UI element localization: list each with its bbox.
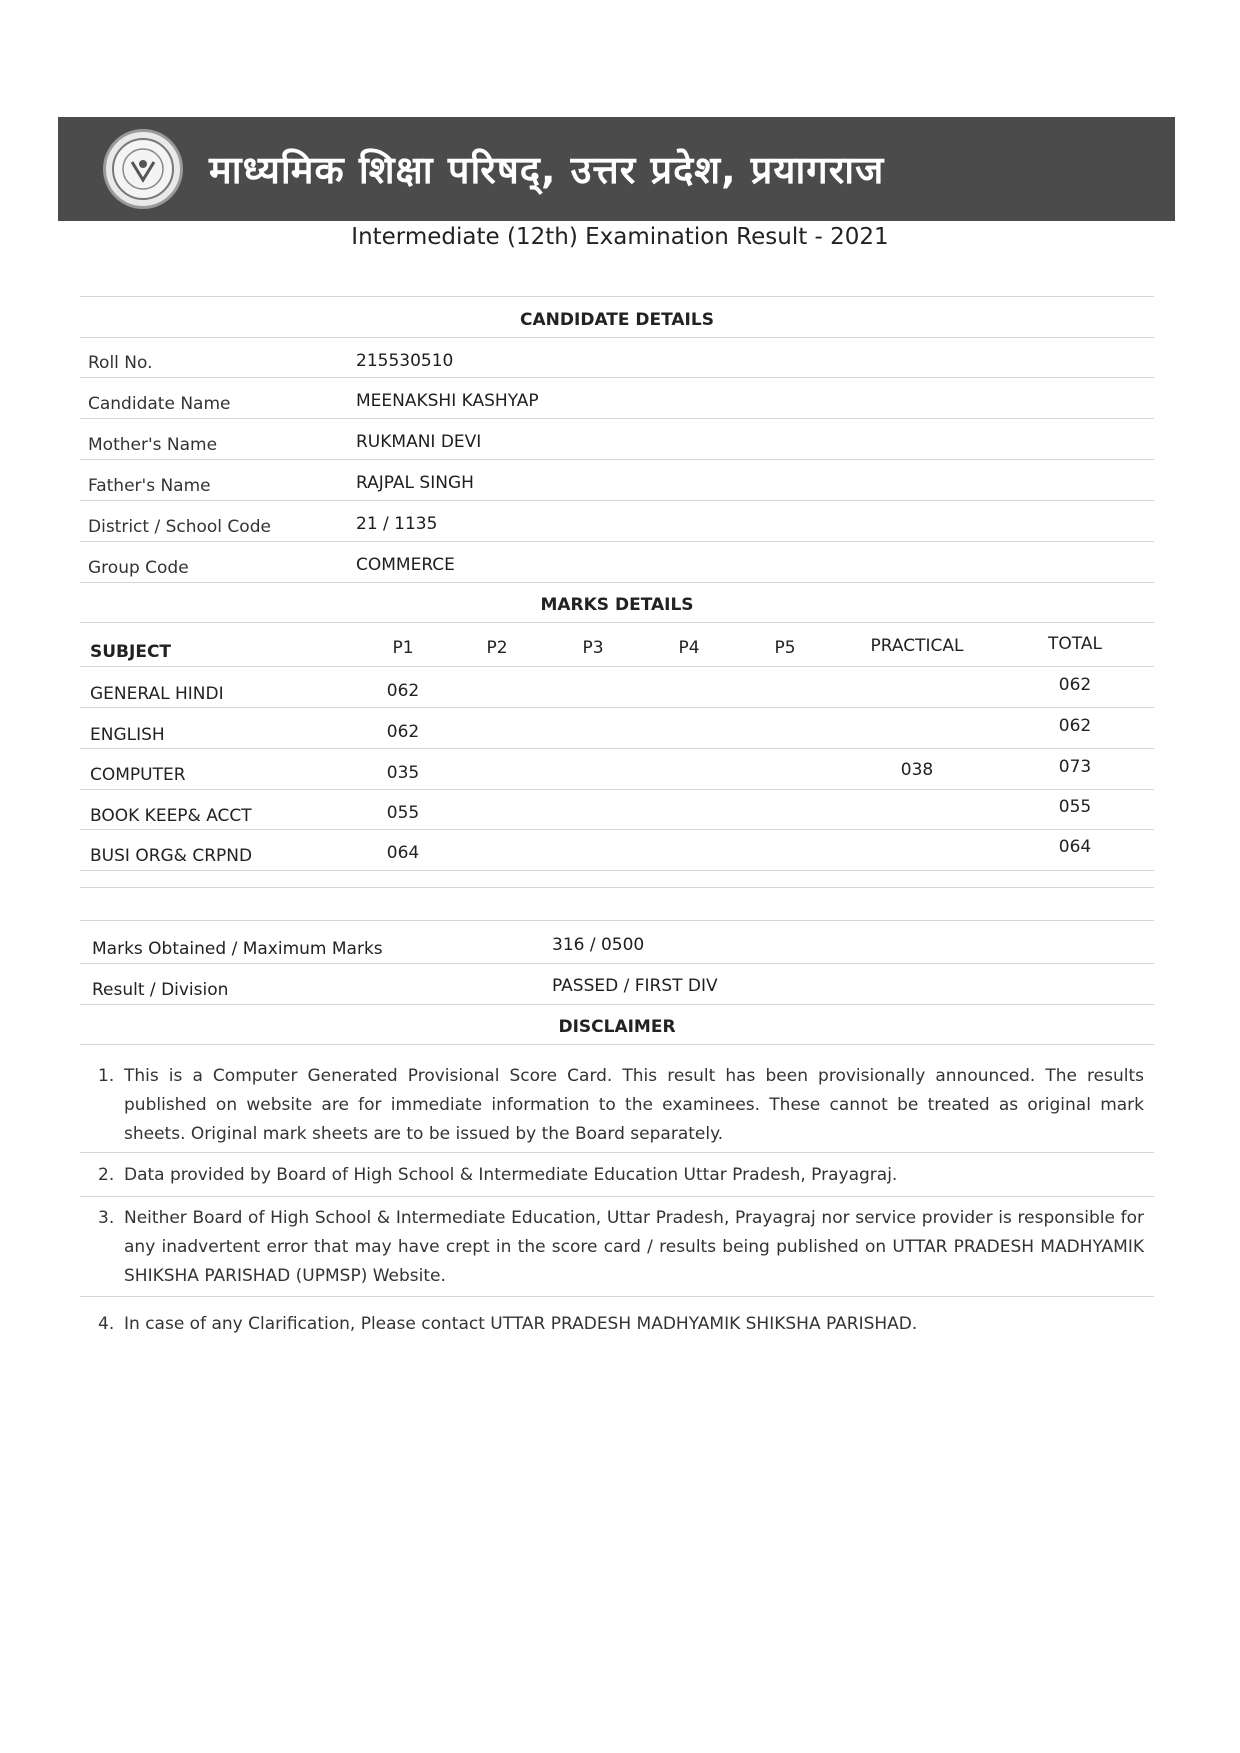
divider [80,963,1154,964]
divider [80,541,1154,542]
subject-cell: COMPUTER [90,765,186,785]
divider [80,377,1154,378]
header-p2: P2 [486,638,508,658]
subject-cell: ENGLISH [90,725,165,745]
header-p5: P5 [774,638,796,658]
subject-cell: GENERAL HINDI [90,684,224,704]
total-cell: 062 [1058,716,1092,736]
divider [80,582,1154,583]
divider [80,789,1154,790]
total-cell: 062 [1058,675,1092,695]
divider [80,1196,1154,1197]
header-subject: SUBJECT [90,642,172,662]
group-code-value: COMMERCE [356,555,455,575]
disclaimer-item [98,1310,1148,1342]
total-cell: 073 [1058,757,1092,777]
father-name-value: RAJPAL SINGH [356,473,474,493]
divider [80,1296,1154,1297]
subject-cell: BUSI ORG& CRPND [90,846,253,866]
p1-cell: 055 [386,803,420,823]
result-division-label: Result / Division [92,980,229,1000]
board-emblem-icon [103,129,183,209]
result-division-value: PASSED / FIRST DIV [552,976,718,996]
disclaimer-number: 2. [98,1165,115,1185]
disclaimer-number: 4. [98,1314,115,1334]
mother-name-label: Mother's Name [88,435,218,455]
disclaimer-text: This is a Computer Generated Provisional Score Card. This result has been provisionally announced. The results published on website are for immediate information to the examinees. These cannot be treated as original mark sheets. Original mark sheets are to be issued by the Board separately. [124,1066,1144,1144]
p1-cell: 064 [386,843,420,863]
divider [80,622,1154,623]
father-name-label: Father's Name [88,476,211,496]
header-banner [58,117,1175,221]
disclaimer-text: Neither Board of High School & Intermediate Education, Uttar Pradesh, Prayagraj nor service provider is responsible for any inadvertent error that may have crept in the score card / results being published on UTTAR PRADESH MADHYAMIK SHIKSHA PARISHAD (UPMSP) Website. [124,1208,1144,1286]
divider [80,1004,1154,1005]
board-title: माध्यमिक शिक्षा परिषद्, उत्तर प्रदेश, प्रयागराज [209,148,885,192]
group-code-label: Group Code [88,558,189,578]
divider [80,1044,1154,1045]
header-p3: P3 [582,638,604,658]
roll-no-value: 215530510 [356,351,454,371]
subject-cell: BOOK KEEP& ACCT [90,806,252,826]
divider [80,870,1154,871]
p1-cell: 062 [386,681,420,701]
divider [80,296,1154,297]
mother-name-value: RUKMANI DEVI [356,432,482,452]
marks-section-title: MARKS DETAILS [540,595,694,615]
header-p4: P4 [678,638,700,658]
practical-cell: 038 [900,760,934,780]
total-cell: 055 [1058,797,1092,817]
candidate-section-title: CANDIDATE DETAILS [520,310,714,330]
divider [80,666,1154,667]
roll-no-label: Roll No. [88,353,153,373]
disclaimer-item [98,1204,1148,1294]
district-school-code-label: District / School Code [88,517,271,537]
disclaimer-item [98,1062,1148,1152]
disclaimer-item [98,1161,1148,1193]
p1-cell: 062 [386,722,420,742]
marks-obtained-value: 316 / 0500 [552,935,645,955]
total-cell: 064 [1058,837,1092,857]
p1-cell: 035 [386,763,420,783]
disclaimer-number: 3. [98,1208,115,1228]
candidate-name-value: MEENAKSHI KASHYAP [356,391,539,411]
divider [80,1152,1154,1153]
divider [80,707,1154,708]
header-p1: P1 [392,638,414,658]
disclaimer-title: DISCLAIMER [558,1017,676,1037]
exam-title: Intermediate (12th) Examination Result - 2021 [351,224,889,250]
district-school-code-value: 21 / 1135 [356,514,438,534]
divider [80,887,1154,888]
divider [80,829,1154,830]
disclaimer-text: In case of any Clarification, Please contact UTTAR PRADESH MADHYAMIK SHIKSHA PARISHAD. [124,1314,918,1334]
candidate-name-label: Candidate Name [88,394,231,414]
divider [80,459,1154,460]
header-practical: PRACTICAL [870,636,964,656]
header-total: TOTAL [1048,634,1102,654]
divider [80,337,1154,338]
divider [80,920,1154,921]
marks-obtained-label: Marks Obtained / Maximum Marks [92,939,383,959]
divider [80,418,1154,419]
disclaimer-text: Data provided by Board of High School & Intermediate Education Uttar Pradesh, Prayagraj. [124,1165,898,1185]
disclaimer-number: 1. [98,1066,115,1086]
divider [80,500,1154,501]
divider [80,748,1154,749]
